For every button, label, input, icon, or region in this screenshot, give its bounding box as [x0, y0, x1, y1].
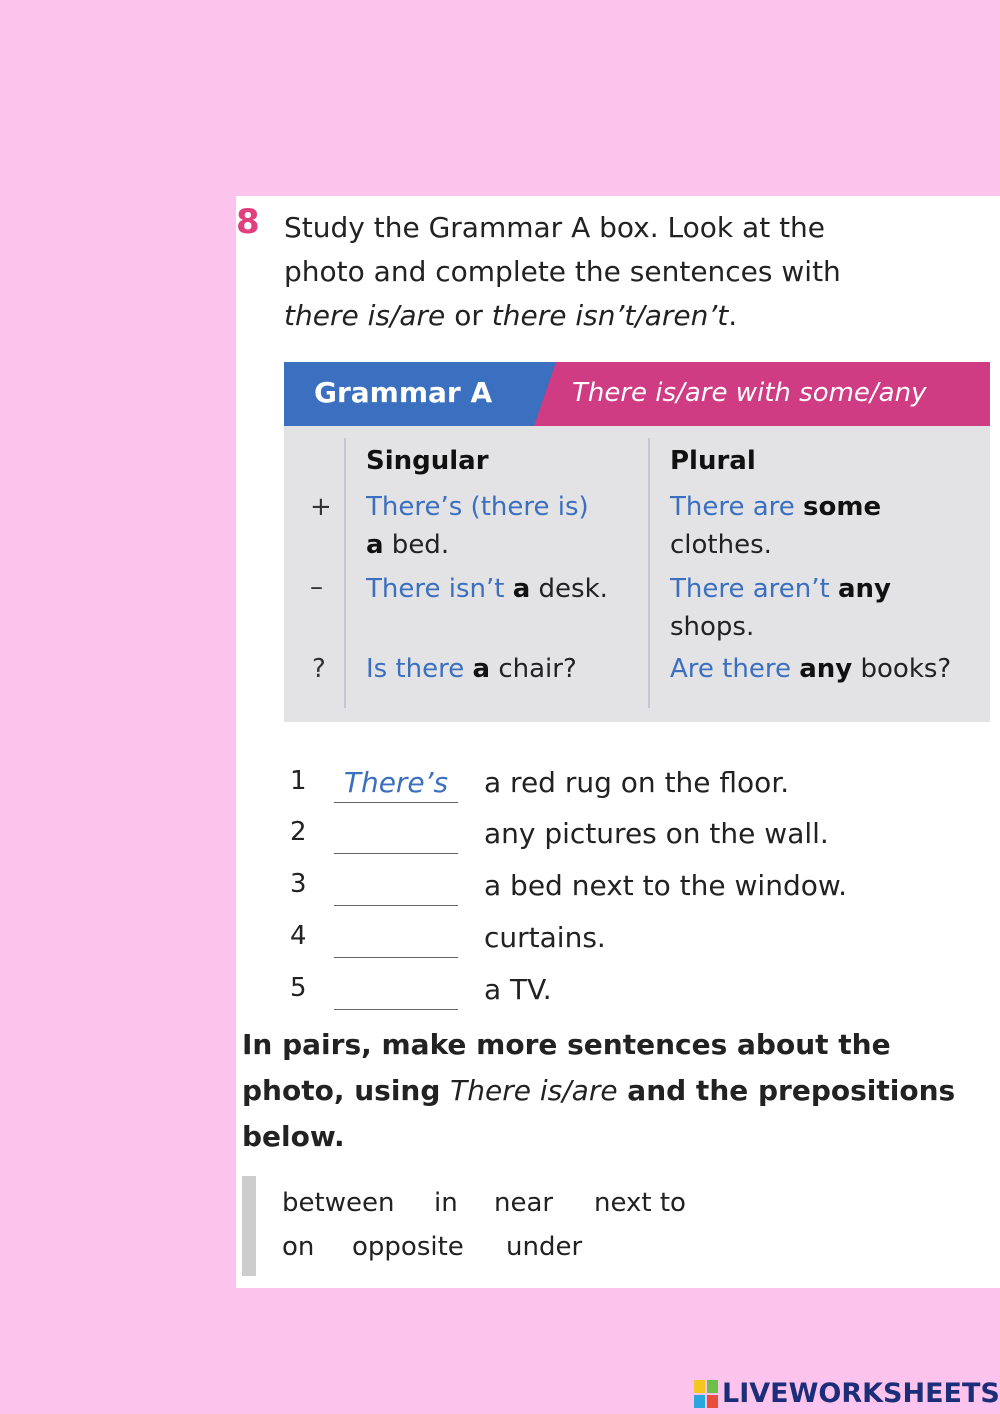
answer-field-5[interactable] [334, 973, 458, 1010]
symbol-question: ? [312, 654, 326, 684]
sentence-number: 5 [290, 973, 307, 1003]
preposition-between: between [282, 1188, 395, 1218]
sentence-text: curtains. [484, 921, 606, 954]
grammar-divider-left [344, 438, 346, 708]
prepositions-box [242, 1176, 756, 1276]
sentence-text: any pictures on the wall. [484, 817, 829, 850]
pairs-line-2: photo, using There is/are and the prepositions [242, 1074, 956, 1107]
sentence-5 [284, 973, 964, 1021]
pairs-line-1: In pairs, make more sentences about the [242, 1028, 891, 1061]
instruction-end: . [728, 299, 738, 332]
grammar-box-subtitle: There is/are with some/any [572, 378, 927, 408]
sentence-number: 1 [290, 766, 307, 796]
plural-positive: There are some clothes. [670, 492, 882, 560]
plural-negative: There aren’t any shops. [670, 574, 891, 642]
sentence-number: 4 [290, 921, 307, 951]
sentence-1 [284, 766, 964, 814]
preposition-in: in [434, 1188, 458, 1218]
preposition-on: on [282, 1232, 315, 1262]
plural-question: Are there any books? [670, 654, 952, 684]
grammar-box [284, 362, 990, 722]
brand-name: LIVEWORKSHEETS [722, 1378, 1000, 1409]
sentence-text: a bed next to the window. [484, 869, 848, 902]
singular-positive: There’s (there is) a bed. [366, 492, 589, 560]
answer-field-4[interactable] [334, 921, 458, 958]
grammar-divider-right [648, 438, 650, 708]
instruction-line-2: photo and complete the sentences with [284, 255, 841, 288]
sentence-text: a TV. [484, 973, 552, 1006]
sentence-text: a red rug on the floor. [484, 766, 790, 799]
singular-negative: There isn’t a desk. [366, 574, 608, 604]
exercise-number: 8 [236, 202, 260, 242]
answer-field-3[interactable] [334, 869, 458, 906]
preposition-near: near [494, 1188, 554, 1218]
logo-icon [694, 1380, 718, 1408]
grammar-box-title: Grammar A [314, 376, 493, 409]
symbol-negative: – [310, 572, 323, 602]
sentence-2 [284, 817, 964, 865]
preposition-under: under [506, 1232, 583, 1262]
sentence-3 [284, 869, 964, 917]
exercise-instruction [284, 206, 984, 338]
preposition-opposite: opposite [352, 1232, 464, 1262]
singular-question: Is there a chair? [366, 654, 577, 684]
column-header-plural: Plural [670, 446, 756, 476]
pairs-instruction [242, 1022, 982, 1160]
instruction-or: or [445, 299, 492, 332]
symbol-positive: + [310, 492, 332, 522]
grammar-box-header [284, 362, 990, 426]
pairs-line-3: below. [242, 1120, 345, 1153]
pairs-em: There is/are [450, 1074, 618, 1107]
answer-field-2[interactable] [334, 817, 458, 854]
instruction-line-1: Study the Grammar A box. Look at the [284, 211, 826, 244]
instruction-em-1: there is/are [284, 299, 446, 332]
sentence-number: 2 [290, 817, 307, 847]
column-header-singular: Singular [366, 446, 489, 476]
sentence-number: 3 [290, 869, 307, 899]
preposition-next-to: next to [594, 1188, 686, 1218]
answer-field-1[interactable]: There’s [334, 766, 458, 803]
sentence-4 [284, 921, 964, 969]
worksheet-page [236, 196, 1000, 1288]
instruction-em-2: there isn’t/aren’t [491, 299, 729, 332]
instruction-line-3 [284, 294, 984, 338]
